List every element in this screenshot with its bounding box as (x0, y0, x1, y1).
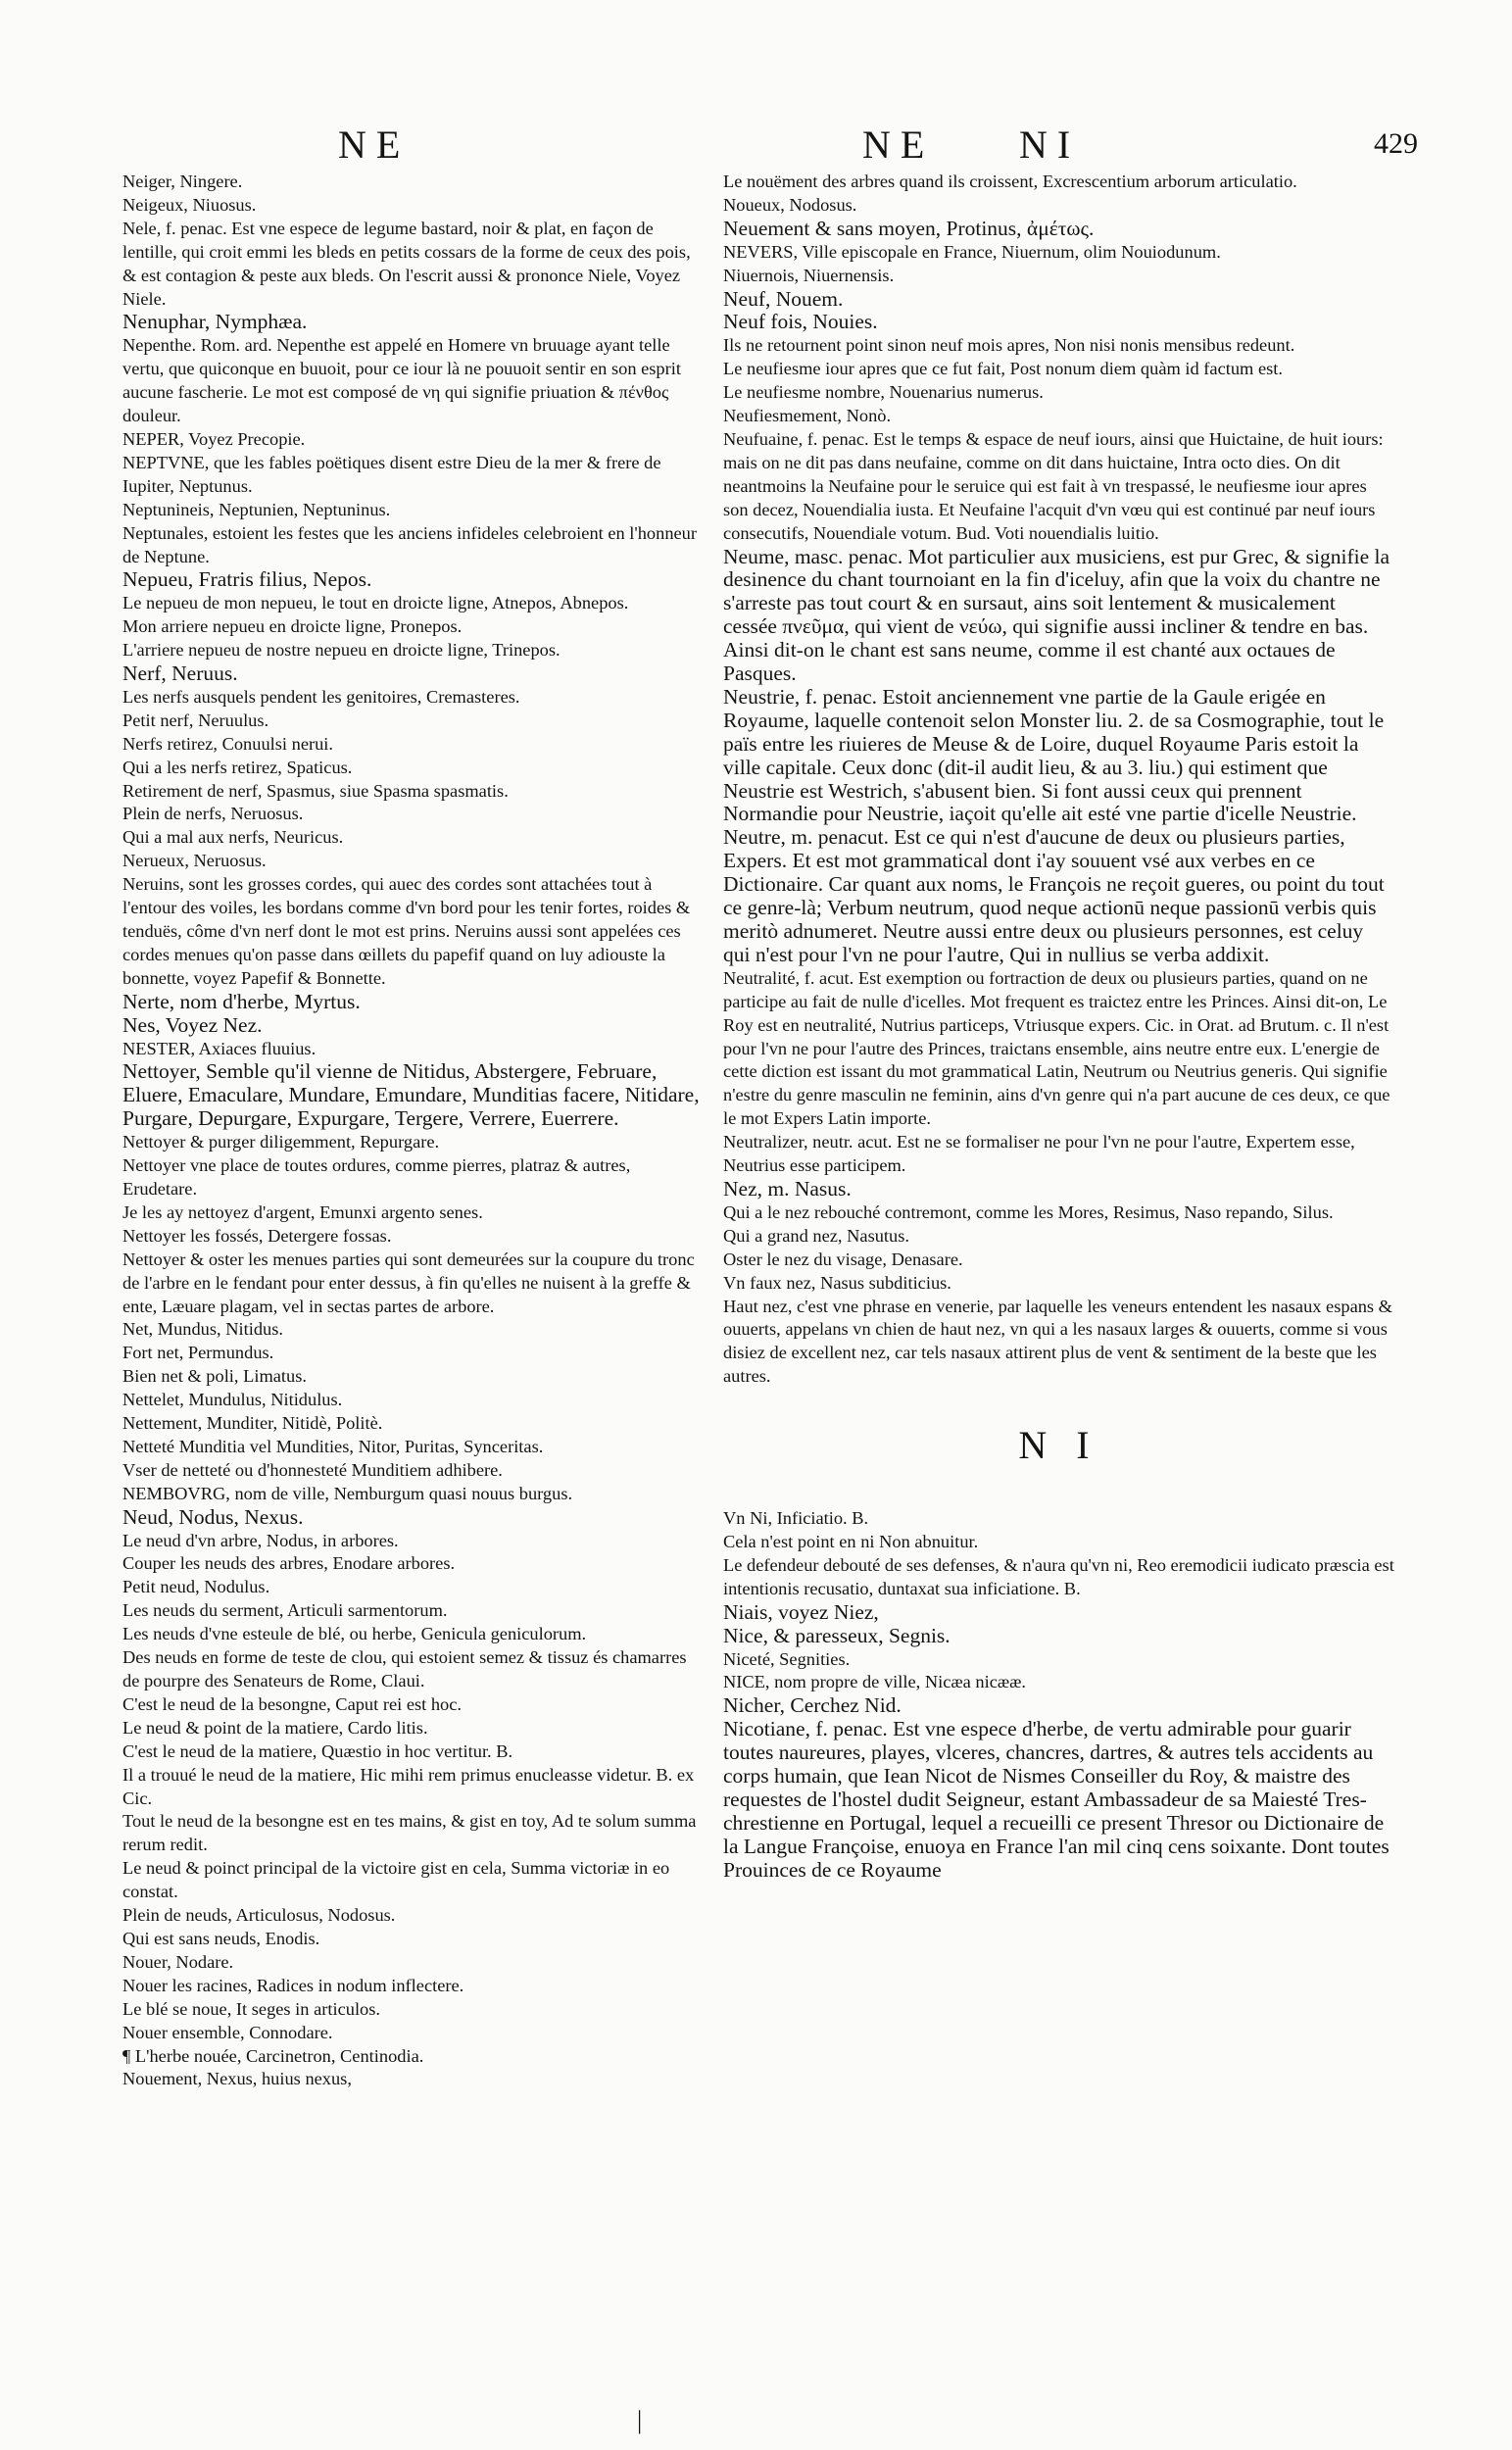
dictionary-entry: Nerfs retirez, Conuulsi nerui. (122, 733, 334, 754)
dictionary-entry: Nettoyer & purger diligemment, Repurgare. (122, 1132, 440, 1152)
dictionary-entry: Neutralizer, neutr. acut. Est ne se formaliser ne pour l'vn ne pour l'autre, Expertem esse, Neutrius esse participem. (723, 1132, 1355, 1176)
dictionary-entry: Le neud & point de la matiere, Cardo litis. (122, 1717, 428, 1738)
dictionary-entry: Nettoyer les fossés, Detergere fossas. (122, 1225, 392, 1246)
dictionary-entry: Nouer, Nodare. (122, 1951, 234, 1972)
dictionary-entry: Le defendeur debouté de ses defenses, & n'aura qu'vn ni, Reo eremodicii iudicato præscia est intentionis recusatio, duntaxat sua inficiatione. B. (723, 1554, 1394, 1598)
dictionary-entry: Je les ay nettoyez d'argent, Emunxi argento senes. (122, 1201, 483, 1222)
dictionary-entry: Nettoyer vne place de toutes ordures, comme pierres, platraz & autres, Erudetare. (122, 1155, 631, 1199)
dictionary-entry: NEMBOVRG, nom de ville, Nemburgum quasi nouus burgus. (122, 1483, 573, 1503)
right-column (723, 171, 1394, 1883)
dictionary-entry: Nicotiane, f. penac. Est vne espece d'herbe, de vertu admirable pour guarir toutes naureures, playes, vlceres, chancres, dartres, & autres tels accidents au corps humain, que Iean Nicot de Nismes Conseiller du Roy, & maistre des requestes de l'hostel dudit Seigneur, estant Ambassadeur de sa Maiesté Tres-chrestienne en Portugal, lequel a recueilli ce present Thresor ou Dictionaire de la Langue Françoise, enuoya en France l'an mil cinq cens soixante. Dont toutes Prouinces de ce Royaume (723, 1717, 1390, 1882)
dictionary-entry: Nepueu, Fratris filius, Nepos. (122, 567, 372, 592)
running-header-middle: NE (862, 122, 935, 167)
dictionary-entry: Haut nez, c'est vne phrase en venerie, par laquelle les veneurs entendent les nasaux espans & ouuerts, appelans vn chien de haut nez, vn qui a les nasaux larges & ouuerts, comme si vous disiez de excellent nez, car tels nasaux attirent plus de vent & sentiment de la beste que les autres. (723, 1296, 1392, 1387)
page-number: 429 (1374, 127, 1418, 160)
dictionary-entry: Oster le nez du visage, Denasare. (723, 1249, 963, 1269)
dictionary-entry: Plein de nerfs, Neruosus. (122, 804, 304, 824)
dictionary-entry: Neufiesmement, Nonò. (723, 406, 892, 426)
dictionary-entry: Nele, f. penac. Est vne espece de legume bastard, noir & plat, en façon de lentille, qui croit emmi les bleds en petits cossars de la forme de ceux des pois, & est contagion & peste aux bleds. On l'escrit aussi & prononce Niele, Voyez Niele. (122, 218, 691, 309)
dictionary-entry: Niais, voyez Niez, (723, 1599, 879, 1624)
dictionary-entry: Le neufiesme iour apres que ce fut fait, Post nonum diem quàm id factum est. (723, 359, 1283, 379)
dictionary-entry: Couper les neuds des arbres, Enodare arbores. (122, 1553, 456, 1574)
dictionary-entry: Il a trouué le neud de la matiere, Hic mihi rem primus enucleasse videtur. B. ex Cic. (122, 1764, 695, 1808)
dictionary-entry: Nettement, Munditer, Nitidè, Politè. (122, 1413, 383, 1434)
dictionary-entry: Bien net & poli, Limatus. (122, 1366, 307, 1387)
dictionary-entry: Neustrie, f. penac. Estoit anciennement vne partie de la Gaule erigée en Royaume, laquelle contenoit selon Monster liu. 2. de sa Cosmographie, tout le païs entre les riuieres de Meuse & de Loire, duquel Royaume Paris estoit la ville capitale. Ceux donc (dit-il audit lieu, & au 3. liu.) qui estiment que Neustrie est Westrich, s'abusent bien. Si font aussi ceux qui prennent Normandie pour Neustrie, iaçoit qu'elle ait esté vne partie d'icelle Neustrie. (723, 684, 1385, 826)
dictionary-entry: Nettelet, Mundulus, Nitidulus. (122, 1390, 343, 1410)
dictionary-entry: Qui a le nez rebouché contremont, comme les Mores, Resimus, Naso repando, Silus. (723, 1201, 1334, 1222)
dictionary-entry: Des neuds en forme de teste de clou, qui estoient semez & tissuz és chamarres de pourpre des Senateurs de Rome, Claui. (122, 1647, 687, 1690)
dictionary-entry: Fort net, Permundus. (122, 1343, 274, 1363)
dictionary-entry: Petit neud, Nodulus. (122, 1577, 270, 1597)
dictionary-entry: Nepenthe. Rom. ard. Nepenthe est appelé en Homere vn bruuage ayant telle vertu, que quiconque en buuoit, pour ce iour là ne pouuoit sentir en son esprit aucune fascherie. Le mot est composé de νη qui signifie priuation & πένθος douleur. (122, 335, 681, 426)
dictionary-entry: Petit nerf, Neruulus. (122, 710, 269, 730)
dictionary-entry: Qui est sans neuds, Enodis. (122, 1928, 320, 1948)
dictionary-entry: L'arriere nepueu de nostre nepueu en droicte ligne, Trinepos. (122, 640, 561, 661)
dictionary-entry: Tout le neud de la besongne est en tes mains, & gist en toy, Ad te solum summa rerum redit. (122, 1811, 697, 1855)
dictionary-entry: Netteté Munditia vel Mundities, Nitor, Puritas, Synceritas. (122, 1436, 544, 1456)
dictionary-entry: Noueux, Nodosus. (723, 194, 857, 215)
running-header-left: NE (338, 122, 411, 167)
dictionary-entry: Neptunales, estoient les festes que les anciens infideles celebroient en l'honneur de Neptune. (122, 522, 697, 566)
dictionary-entry: Le nouëment des arbres quand ils croissent, Excrescentium arborum articulatio. (723, 172, 1297, 191)
dictionary-entry: Nice, & paresseux, Segnis. (723, 1623, 951, 1647)
dictionary-entry: Nenuphar, Nymphæa. (122, 310, 308, 334)
dictionary-entry: Nettoyer, Semble qu'il vienne de Nitidus, Abstergere, Februare, Eluere, Emaculare, Mundare, Emundare, Munditias facere, Nitidare, Purgare, Depurgare, Expurgare, Tergere, Verrere, Euerrere. (122, 1059, 700, 1131)
dictionary-entry: Retirement de nerf, Spasmus, siue Spasma spasmatis. (122, 780, 509, 801)
dictionary-entry: NICE, nom propre de ville, Nicæa nicææ. (723, 1672, 1027, 1692)
dictionary-entry: C'est le neud de la matiere, Quæstio in hoc vertitur. B. (122, 1740, 513, 1761)
dictionary-entry: Neptunineis, Neptunien, Neptuninus. (122, 499, 391, 519)
dictionary-entry: Le neud d'vn arbre, Nodus, in arbores. (122, 1530, 399, 1550)
dictionary-entry: NEVERS, Ville episcopale en France, Niuernum, olim Nouiodunum. (723, 241, 1221, 262)
dictionary-entry: C'est le neud de la besongne, Caput rei est hoc. (122, 1693, 463, 1714)
dictionary-entry: Net, Mundus, Nitidus. (122, 1319, 283, 1340)
dictionary-entry: Neuf, Nouem. (723, 286, 844, 311)
left-column (122, 171, 701, 2091)
dictionary-entry: Le nepueu de mon nepueu, le tout en droicte ligne, Atnepos, Abnepos. (122, 593, 629, 613)
dictionary-entry: Les neuds d'vne esteule de blé, ou herbe, Genicula geniculorum. (122, 1624, 587, 1644)
dictionary-entry: Qui a mal aux nerfs, Neuricus. (122, 827, 344, 848)
right-column-ni-entries (723, 1507, 1394, 1883)
dictionary-entry: Neruins, sont les grosses cordes, qui auec des cordes sont attachées tout à l'entour des voiles, les bordans comme d'vn bord pour les tenir fortes, roides & tenduës, côme d'vn nerf dont le mot est prins. Neruins aussi sont appelées ces cordes menues qu'on passe dans œillets du papefif quand on luy adiouste la bonnette, voyez Papefif & Bonnette. (122, 874, 691, 988)
dictionary-entry: Nouement, Nexus, huius nexus, (122, 2069, 352, 2089)
dictionary-entry: Mon arriere nepueu en droicte ligne, Pronepos. (122, 616, 463, 637)
dictionary-entry: Neiger, Ningere. (122, 172, 243, 191)
dictionary-entry: Nes, Voyez Nez. (122, 1012, 263, 1037)
dictionary-entry: Vser de netteté ou d'honnesteté Munditiem adhibere. (122, 1459, 503, 1480)
dictionary-entry: ¶ L'herbe nouée, Carcinetron, Centinodia. (122, 2045, 424, 2066)
dictionary-entry: Neume, masc. penac. Mot particulier aux musiciens, est pur Grec, & signifie la desinence du chant tournoiant en la fin d'iceluy, afin que la voix du chantre ne s'arreste pas tout court & en sursaut, ains soit lentement & musicalement cessée πνεῦμα, qui vient de νεύω, qui signifie aussi incliner & tendre en bas. Ainsi dit-on le chant est sans neume, comme il est chanté aux octaues de Pasques. (723, 544, 1390, 686)
dictionary-entry: Vn Ni, Inficiatio. B. (723, 1508, 869, 1529)
dictionary-entry: Neutralité, f. acut. Est exemption ou fortraction de deux ou plusieurs parties, quand on ne participe au fait de nulle d'icelles. Mot frequent es traictez entre les Princes. Ainsi dit-on, Le Roy est en neutralité, Nutrius particeps, Vtriusque expers. Cic. in Orat. ad Brutum. c. Il n'est pour l'vn ne pour l'autre des Princes, traictans ensemble, ains neutre entre eux. L'energie de cette diction est issant du mot grammatical Latin, Neutrum ou Neutrius generis. Qui signifie n'estre du genre masculin ne feminin, ains d'vn genre qui n'a part aucune de ces deux, ce que le mot Expers Latin importe. (723, 967, 1390, 1129)
dictionary-entry: Le neufiesme nombre, Nouenarius numerus. (723, 382, 1044, 403)
running-header-right: NI (1019, 122, 1081, 167)
dictionary-entry: Neud, Nodus, Nexus. (122, 1504, 304, 1529)
dictionary-entry: Neigeux, Niuosus. (122, 194, 257, 215)
dictionary-entry: NESTER, Axiaces fluuius. (122, 1038, 317, 1058)
dictionary-entry: Neufuaine, f. penac. Est le temps & espace de neuf iours, ainsi que Huictaine, de huit iours: mais on ne dit pas dans neufaine, comme on dit dans huictaine, Intra octo dies. On dit neantmoins la Neufaine pour le seruice qui est fait à vn trespassé, le neufiesme iour apres son decez, Nouendialia iusta. Et Neufaine l'acquit d'vn vœu qui est continué par neuf iours consecutifs, Nouendiale votum. Bud. Voti nouendialis luitio. (723, 428, 1384, 543)
dictionary-entry: Niuernois, Niuernensis. (723, 265, 895, 285)
dictionary-entry: Le blé se noue, It seges in articulos. (122, 1998, 381, 2019)
dictionary-entry: Neuf fois, Nouies. (723, 310, 878, 334)
folio-mark: | (637, 2406, 643, 2434)
dictionary-entry: Qui a grand nez, Nasutus. (723, 1225, 909, 1246)
dictionary-entry: Nerueux, Neruosus. (122, 851, 267, 871)
dictionary-entry: Neutre, m. penacut. Est ce qui n'est d'aucune de deux ou plusieurs parties, Expers. Et est mot grammatical dont i'ay souuent vsé aux verbes en ce Dictionaire. Car quant aux noms, le François ne reçoit gueres, ou point du tout ce genre-là; Verbum neutrum, quod neque actionū neque passionū verbis quis meritò adnumeret. Neutre aussi entre deux ou plusieurs personnes, est celuy qui n'est pour l'vn ne pour l'autre, Qui in nullius se verba addixit. (723, 825, 1385, 966)
dictionary-entry: Qui a les nerfs retirez, Spaticus. (122, 757, 353, 777)
dictionary-entry: Ils ne retournent point sinon neuf mois apres, Non nisi nonis mensibus redeunt. (723, 335, 1295, 356)
dictionary-entry: Vn faux nez, Nasus subditicius. (723, 1272, 951, 1293)
ni-section-heading: N I (1018, 1423, 1099, 1468)
dictionary-entry: Le neud & poinct principal de la victoire gist en cela, Summa victoriæ in eo constat. (122, 1858, 670, 1902)
dictionary-entry: Cela n'est point en ni Non abnuitur. (723, 1532, 979, 1552)
dictionary-entry: Les nerfs ausquels pendent les genitoires, Cremasteres. (122, 686, 520, 707)
dictionary-entry: Neuement & sans moyen, Protinus, ἀμέτως. (723, 216, 1095, 240)
dictionary-entry: Nouer les racines, Radices in nodum inflectere. (122, 1975, 464, 1995)
dictionary-entry: Nez, m. Nasus. (723, 1176, 852, 1200)
dictionary-entry: Nouer ensemble, Connodare. (122, 2022, 333, 2042)
dictionary-entry: Les neuds du serment, Articuli sarmentorum. (122, 1600, 448, 1621)
dictionary-entry: Nerte, nom d'herbe, Myrtus. (122, 989, 361, 1013)
dictionary-entry: NEPER, Voyez Precopie. (122, 428, 306, 449)
right-column-ne-entries (723, 171, 1394, 1389)
dictionary-entry: NEPTVNE, que les fables poëtiques disent estre Dieu de la mer & frere de Iupiter, Neptunus. (122, 452, 661, 496)
dictionary-entry: Plein de neuds, Articulosus, Nodosus. (122, 1905, 396, 1926)
dictionary-entry: Nerf, Neruus. (122, 662, 238, 686)
dictionary-entry: Nicher, Cerchez Nid. (723, 1693, 902, 1718)
dictionary-entry: Niceté, Segnities. (723, 1648, 851, 1669)
dictionary-entry: Nettoyer & oster les menues parties qui sont demeurées sur la coupure du tronc de l'arbre en le fendant pour enter dessus, à fin qu'elles ne nuisent à la greffe & ente, Læuare plagam, vel in sectas partes de arbore. (122, 1249, 695, 1316)
